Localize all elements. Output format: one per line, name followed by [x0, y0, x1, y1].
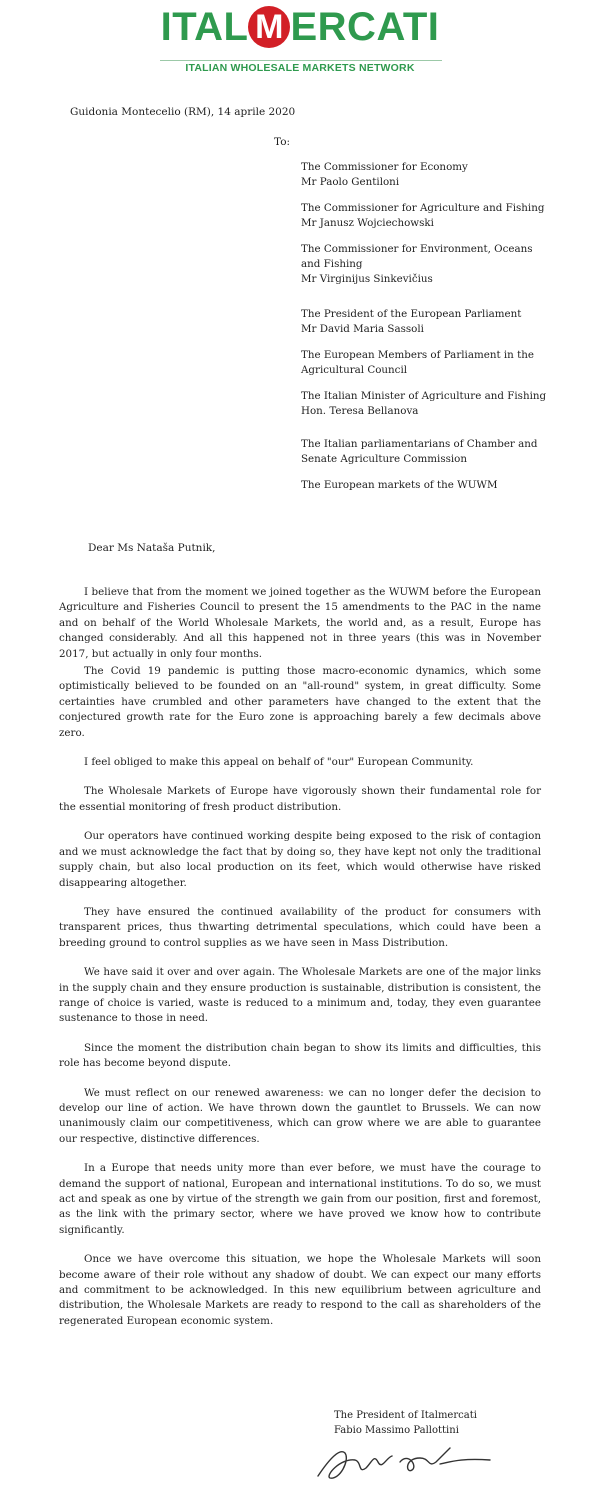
salutation: Dear Ms Nataša Putnik, [88, 542, 216, 554]
signature-name: Fabio Massimo Pallottini [334, 1425, 459, 1436]
to-label: To: [274, 136, 291, 148]
recipient-line: Mr Paolo Gentiloni [301, 176, 400, 188]
handwritten-signature [300, 1418, 500, 1488]
place-date: Guidonia Montecelio (RM), 14 aprile 2020 [70, 106, 296, 118]
recipient-line: The Italian Minister of Agriculture and Fishing [301, 390, 547, 402]
body-paragraph: Once we have overcome this situation, we hope the Wholesale Markets will soon become aware of their role without any shadow of doubt. We can expect our many efforts and commitment to be acknowledged. In this new equilibrium between agriculture and distribution, the Wholesale Markets are ready to respond to the call as shareholders of the regenerated European economic system. [59, 1253, 541, 1327]
body-paragraph: They have ensured the continued availability of the product for consumers with transparent prices, thus thwarting detrimental speculations, which could have been a breeding ground to control supplies as we have seen in Mass Distribution. [59, 905, 541, 949]
recipient [301, 160, 551, 190]
recipient-line: The Commissioner for Agriculture and Fishing [301, 202, 545, 214]
logo-text-left: ITAL [160, 5, 249, 49]
recipient [301, 307, 551, 337]
body-paragraph: In a Europe that needs unity more than ever before, we must have the courage to demand the support of national, European and international institutions. To do so, we must act and speak as one by virtue of the strength we gain from our position, first and foremost, as the link with the primary sector, where we have proved we know how to contribute significantly. [59, 1162, 541, 1236]
body-paragraph: We must reflect on our renewed awareness: we can no longer defer the decision to develop our line of action. We have thrown down the gauntlet to Brussels. We can now unanimously claim our competitiveness, which can grow where we are able to guarantee our respective, distinctive differences. [59, 1086, 541, 1145]
recipient-line: Mr Janusz Wojciechowski [301, 217, 434, 229]
letter-body [59, 585, 541, 1343]
signature-title: The President of Italmercati [334, 1410, 477, 1421]
recipient-line: The Italian parliamentarians of Chamber and Senate Agriculture Commission [301, 438, 538, 465]
recipients-list [301, 160, 551, 504]
recipient [301, 348, 551, 378]
recipient-line: Mr David Maria Sassoli [301, 323, 424, 335]
recipient-line: Mr Virginijus Sinkevičius [301, 273, 433, 285]
recipient-line: The Commissioner for Economy [301, 161, 468, 173]
logo-text-right: ERCATI [290, 5, 440, 49]
recipient-line: The European Members of Parliament in the Agricultural Council [301, 349, 534, 376]
recipient-line: The European markets of the WUWM [301, 479, 498, 491]
letterhead [0, 0, 600, 80]
recipient [301, 437, 551, 467]
body-paragraph: The Wholesale Markets of Europe have vigorously shown their fundamental role for the essential monitoring of fresh product distribution. [59, 785, 541, 813]
body-paragraph: Our operators have continued working despite being exposed to the risk of contagion and we must acknowledge the fact that by doing so, they have kept not only the traditional supply chain, but also local production on its feet, which would otherwise have risked disappearing altogether. [59, 830, 541, 889]
body-paragraph: I believe that from the moment we joined together as the WUWM before the European Agriculture and Fisheries Council to present the 15 amendments to the PAC in the name and on behalf of the World Wholesale Markets, the world and, as a result, Europe has changed considerably. And all this happened not in three years (this was in November 2017, but actually in only four months. [59, 586, 541, 660]
recipient-line: The President of the European Parliament [301, 308, 522, 320]
recipient-line: Hon. Teresa Bellanova [301, 405, 419, 417]
body-paragraph: Since the moment the distribution chain began to show its limits and difficulties, this role has become beyond dispute. [59, 1041, 541, 1070]
recipient [301, 242, 551, 287]
body-paragraph: We have said it over and over again. The Wholesale Markets are one of the major links in the supply chain and they ensure production is sustainable, distribution is consistent, the range of choice is varied, waste is reduced to a minimum and, today, they even guarantee sustenance to those in need. [59, 966, 541, 1025]
body-paragraph: The Covid 19 pandemic is putting those macro-economic dynamics, which some optimistically believed to be founded on an "all-round" system, in great difficulty. Some certainties have crumbled and other parameters have changed to the extent that the conjectured growth rate for the Euro zone is approaching barely a few decimals above zero. [59, 665, 541, 739]
italmercati-logo [0, 4, 600, 50]
logo-m-circle: M [248, 6, 290, 48]
recipient [301, 478, 551, 493]
body-paragraph: I feel obliged to make this appeal on behalf of "our" European Community. [84, 756, 474, 769]
recipient [301, 389, 551, 419]
recipient-line: The Commissioner for Environment, Oceans and Fishing [301, 243, 533, 270]
tagline-divider [160, 60, 442, 61]
recipient [301, 201, 551, 231]
tagline: ITALIAN WHOLESALE MARKETS NETWORK [185, 62, 415, 74]
